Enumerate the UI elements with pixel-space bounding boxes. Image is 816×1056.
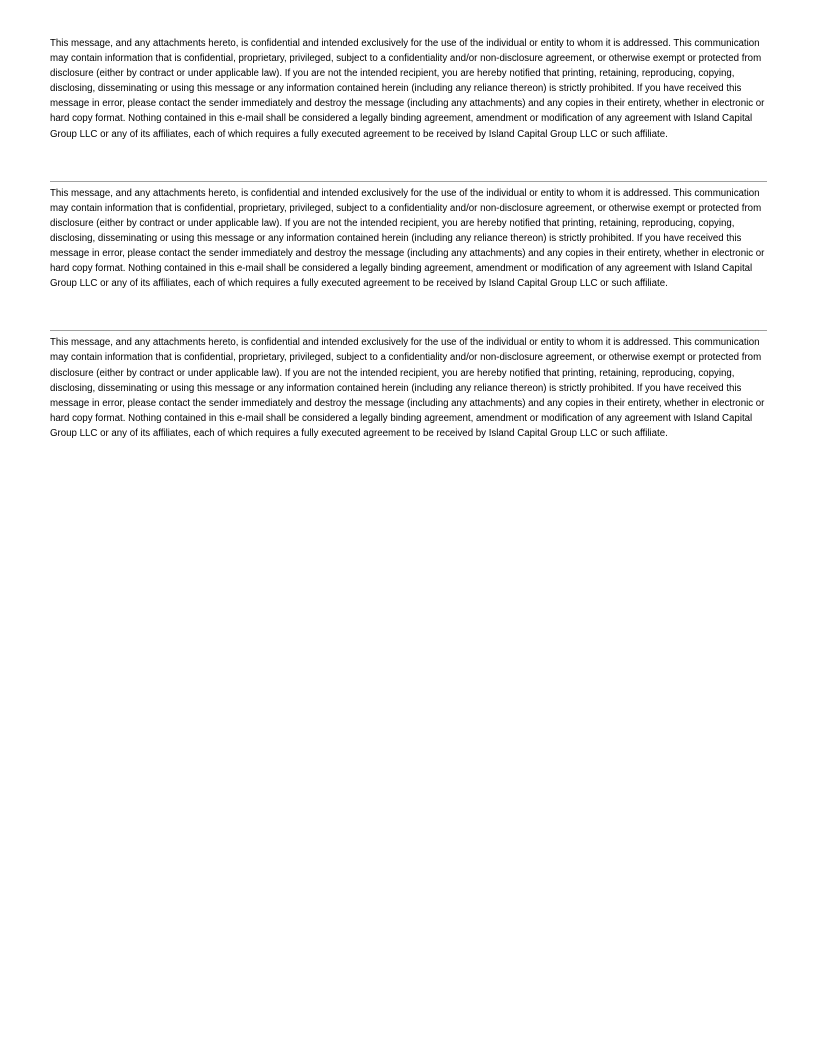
confidentiality-disclaimer-3: This message, and any attachments hereto, is confidential and intended exclusively for the use of the individual or entity to whom it is addressed. This communication may contain information that is confidential, proprietary, privileged, subject to a confidentiality and/or non-disclosure agreement, or otherwise exempt or protected from disclosure (either by contract or under applicable law). If you are not the intended recipient, you are hereby notified that printing, retaining, reproducing, copying, disclosing, disseminating or using this message or any information contained herein (including any reliance thereon) is strictly prohibited. If you have received this message in error, please contact the sender immediately and destroy the message (including any attachments) and any copies in their entirety, whether in electronic or hard copy format. Nothing contained in this e-mail shall be considered a legally binding agreement, amendment or modification of any agreement with Island Capital Group LLC or any of its affiliates, each of which requires a fully executed agreement to be received by Island Capital Group LLC or such affiliate. <box>50 337 765 439</box>
section-divider-1 <box>50 181 767 182</box>
confidentiality-disclaimer-2: This message, and any attachments hereto, is confidential and intended exclusively for the use of the individual or entity to whom it is addressed. This communication may contain information that is confidential, proprietary, privileged, subject to a confidentiality and/or non-disclosure agreement, or otherwise exempt or protected from disclosure (either by contract or under applicable law). If you are not the intended recipient, you are hereby notified that printing, retaining, reproducing, copying, disclosing, disseminating or using this message or any information contained herein (including any reliance thereon) is strictly prohibited. If you have received this message in error, please contact the sender immediately and destroy the message (including any attachments) and any copies in their entirety, whether in electronic or hard copy format. Nothing contained in this e-mail shall be considered a legally binding agreement, amendment or modification of any agreement with Island Capital Group LLC or any of its affiliates, each of which requires a fully executed agreement to be received by Island Capital Group LLC or such affiliate. <box>50 187 765 290</box>
document-page <box>50 36 767 441</box>
confidentiality-disclaimer-1: This message, and any attachments hereto, is confidential and intended exclusively for the use of the individual or entity to whom it is addressed. This communication may contain information that is confidential, proprietary, privileged, subject to a confidentiality and/or non-disclosure agreement, or otherwise exempt or protected from disclosure (either by contract or under applicable law). If you are not the intended recipient, you are hereby notified that printing, retaining, reproducing, copying, disclosing, disseminating or using this message or any information contained herein (including any reliance thereon) is strictly prohibited. If you have received this message in error, please contact the sender immediately and destroy the message (including any attachments) and any copies in their entirety, whether in electronic or hard copy format. Nothing contained in this e-mail shall be considered a legally binding agreement, amendment or modification of any agreement with Island Capital Group LLC or any of its affiliates, each of which requires a fully executed agreement to be received by Island Capital Group LLC or such affiliate. <box>50 38 765 140</box>
section-divider-2 <box>50 330 767 331</box>
